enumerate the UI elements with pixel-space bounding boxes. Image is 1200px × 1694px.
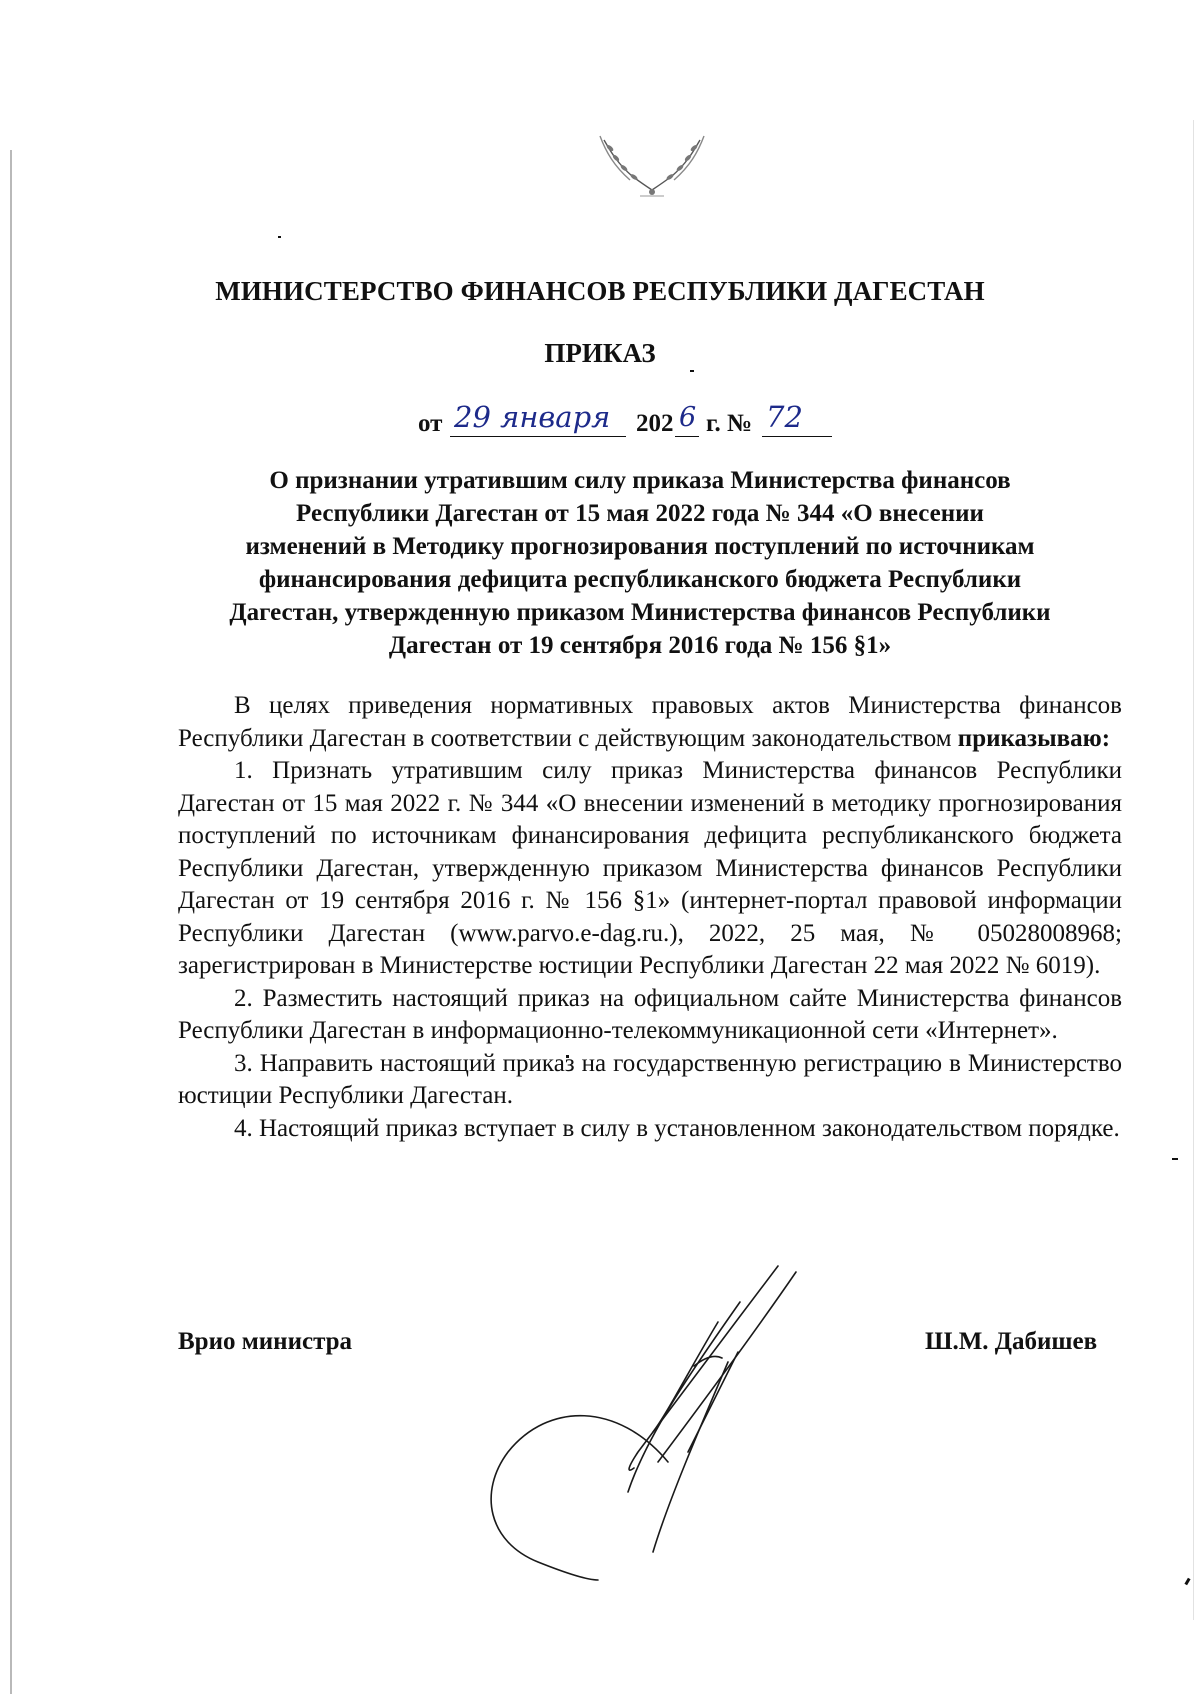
subject-line: Дагестан от 19 сентября 2016 года № 156 §1» [388,632,892,659]
scan-speck [278,236,281,238]
order-item-4: 4. Настоящий приказ вступает в силу в установленном законодательством порядке. [234,1114,1120,1142]
date-number-line [418,398,888,440]
handwritten-date: 29 января [454,400,611,434]
date-underline [450,436,626,437]
preamble-directive: приказываю: [957,724,1111,752]
order-subject [170,464,1110,662]
order-body [178,690,1122,1145]
signatory-name: Ш.М. Дабишев [925,1328,1098,1355]
subject-line: финансирования дефицита республиканского бюджета Республики [258,566,1022,593]
signatory-position: Врио министра [178,1328,353,1355]
number-underline [762,436,832,437]
handwritten-year-digit: 6 [679,402,697,433]
subject-line: изменений в Методику прогнозирования поступлений по источникам [245,533,1035,560]
scan-speck [690,370,694,372]
scan-speck [1184,1578,1190,1586]
scan-edge-left [10,150,12,1694]
subject-line: Республики Дагестан от 15 мая 2022 года № 344 «О внесении [296,500,984,527]
order-item-3: 3. Направить настоящий приказ на государственную регистрацию в Министерство юстиции Республики Дагестан. [178,1049,1122,1109]
order-item-2: 2. Разместить настоящий приказ на официальном сайте Министерства финансов Республики Дагестан в информационно-телекоммуникационной сети «Интернет». [178,984,1122,1044]
document-type: ПРИКАЗ [544,338,656,368]
subject-line: О признании утратившим силу приказа Министерства финансов [269,467,1011,494]
handwritten-signature [478,1262,818,1582]
ministry-name: МИНИСТЕРСТВО ФИНАНСОВ РЕСПУБЛИКИ ДАГЕСТАН [215,276,985,306]
year-underline [675,436,699,437]
preamble-text: В целях приведения нормативных правовых актов Министерства финансов Республики Дагестан в соответствии с действующим законодательством [178,692,1122,752]
number-prefix: г. № [706,410,753,437]
coat-of-arms-emblem [596,132,708,204]
scan-speck [1172,1158,1178,1160]
order-item-1: 1. Признать утратившим силу приказ Министерства финансов Республики Дагестан от 15 мая 2022 г. № 344 «О внесении изменений в методику прогнозирования поступлений по источникам финансирования дефицита республиканского бюджета Республики Дагестан, утвержденную приказом Министерства финансов Республики Дагестан от 19 сентября 2016 г. № 156 §1» (интернет-портал правовой информации Республики Дагестан (www.parvo.e-dag.ru.), 2022, 25 мая, № 05028008968; зарегистрирован в Министерстве юстиции Республики Дагестан 22 мая 2022 № 6019). [178,757,1122,979]
year-prefix: 202 [636,410,674,437]
subject-line: Дагестан, утвержденную приказом Министерства финансов Республики [229,599,1051,626]
handwritten-number: 72 [766,400,803,434]
preamble-paragraph [178,690,1122,755]
date-prefix: от [418,410,443,437]
